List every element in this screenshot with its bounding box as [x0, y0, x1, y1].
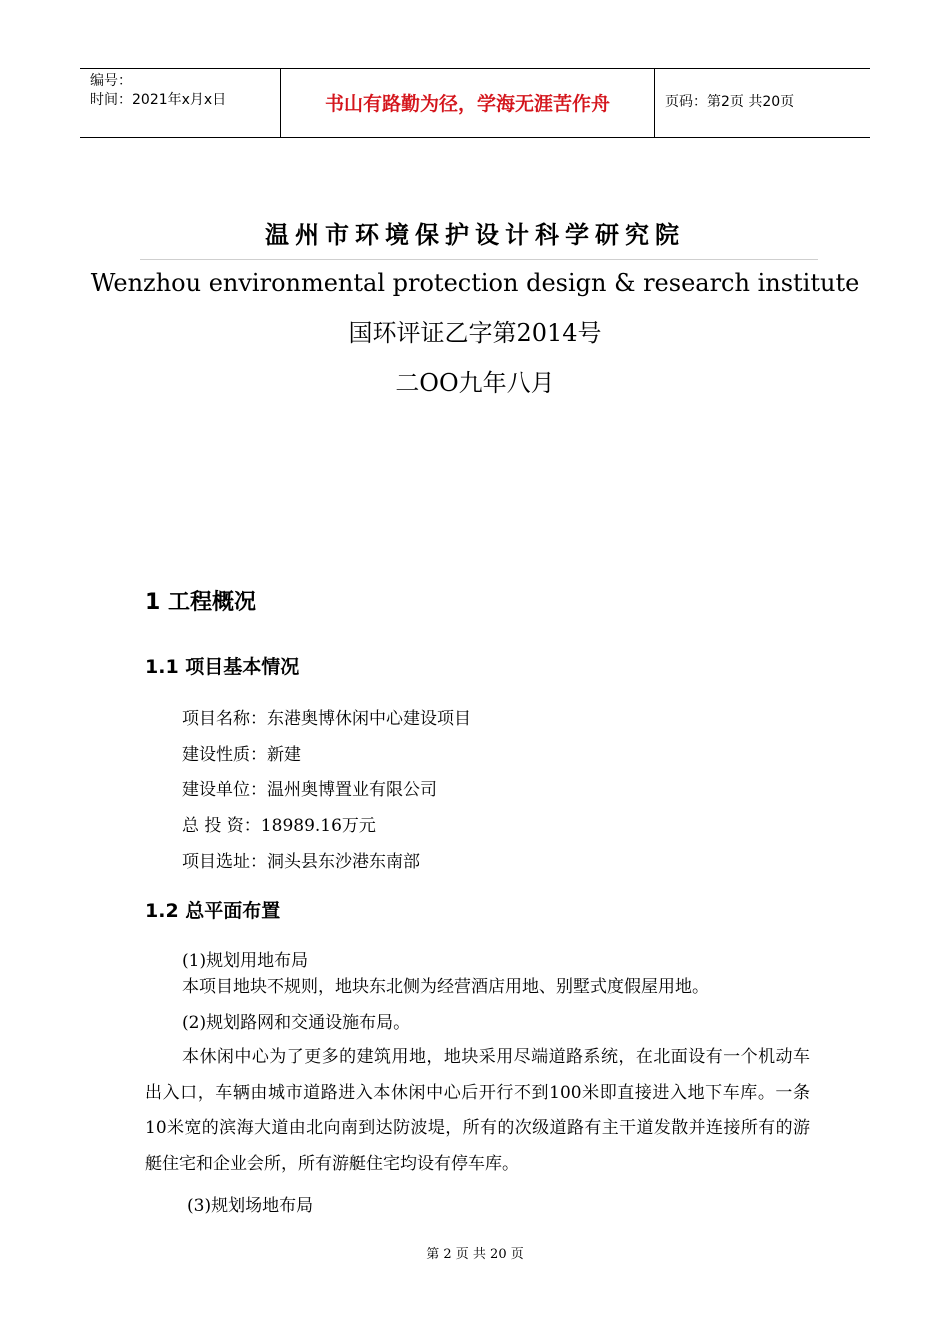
land-use-text: 本项目地块不规则，地块东北侧为经营酒店用地、别墅式度假屋用地。 — [182, 977, 709, 997]
number-label: 编号： — [90, 73, 132, 89]
motto-text: 书山有路勤为径，学海无涯苦作舟 — [324, 93, 610, 115]
title-divider — [140, 259, 818, 260]
road-network-paragraph: 本休闲中心为了更多的建筑用地，地块采用尽端道路系统，在北面设有一个机动车出入口，车辆由城市道路进入本休闲中心后开行不到100米即直接进入地下车库。一条10米宽的滨海大道由北向南到达防波堤，所有的次级道路有主干道发散并连接所有的游艇住宅和企业会所，所有游艇住宅均设有停车库。 — [145, 1047, 810, 1174]
header-motto-cell — [280, 69, 655, 137]
site-layout-item: (3)规划场地布局 — [187, 1196, 314, 1216]
document-header — [80, 68, 870, 138]
road-network-item: (2)规划路网和交通设施布局。 — [182, 1013, 411, 1033]
time-label: 时间：2021年x月x日 — [90, 92, 227, 108]
header-meta-cell — [80, 69, 280, 137]
institute-name-cn: 温州市环境保护设计科学研究院 — [265, 221, 685, 249]
certificate-number: 国环评证乙字第2014号 — [348, 319, 602, 347]
header-page-cell — [655, 69, 870, 137]
document-date: 二OO九年八月 — [395, 369, 555, 397]
project-nature-line: 建设性质：新建 — [182, 745, 301, 765]
project-investment-line: 总 投 资：18989.16万元 — [182, 816, 376, 836]
subsection-heading-1-2: 1.2 总平面布置 — [145, 900, 281, 922]
project-location-line: 项目选址：洞头县东沙港东南部 — [182, 852, 420, 872]
land-use-item: (1)规划用地布局 — [182, 951, 309, 971]
institute-name-en: Wenzhou environmental protection design & research institute — [90, 269, 860, 297]
page-footer: 第 2 页 共 20 页 — [426, 1247, 524, 1262]
project-unit-line: 建设单位：温州奥博置业有限公司 — [182, 780, 437, 800]
section-heading: 1 工程概况 — [145, 590, 256, 615]
page-info: 页码：第2页 共20页 — [665, 94, 795, 110]
subsection-heading-1-1: 1.1 项目基本情况 — [145, 656, 300, 678]
project-name-line: 项目名称：东港奥博休闲中心建设项目 — [182, 709, 471, 729]
